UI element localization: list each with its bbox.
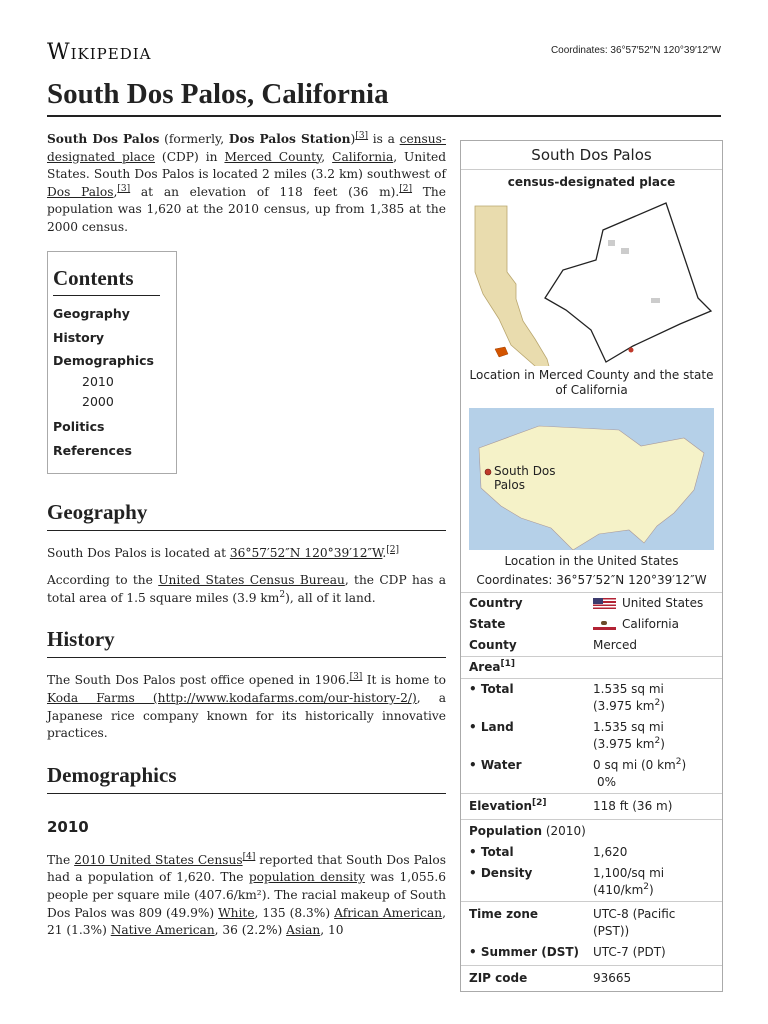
intro-text: , United States. South Dos Palos is located 2 miles (3.2 km) southwest of [47,149,446,182]
row-value: 93665 [593,971,632,985]
us-locator-map[interactable] [469,408,714,550]
link-dst[interactable]: UTC-7 (PDT) [593,945,666,959]
demo-text: reported that South Dos Palos had a population of 1,620. The [47,852,446,885]
row-value [593,659,714,676]
infobox-row-zip [461,965,722,991]
value-line: 1.535 sq mi [593,682,664,696]
geo-text: , the CDP has a total area of 1.5 square miles (3.9 km [47,573,446,605]
value-line: $(410/km^2)$ [593,882,654,897]
superscript: 2 [643,882,650,892]
geo-text: ), all of it land. [285,590,376,605]
page-title: South Dos Palos, California [47,78,721,117]
row-label: • Water [469,758,522,772]
link-merced-county[interactable]: Merced County [224,149,322,164]
toc-heading: Contents [53,266,160,296]
link-koda-farms[interactable]: Koda Farms (http://www.kodafarms.com/our-history-2/) [47,690,417,705]
row-label: ZIP code [469,971,528,985]
link-asian[interactable]: Asian [286,923,321,938]
ref-link[interactable]: [3] [349,672,363,683]
town-area [621,248,629,254]
intro-text: (CDP) in [154,149,225,164]
infobox-row-state [461,614,722,635]
county-map-caption: Location in Merced County and the state of California [469,368,714,397]
row-value: 118 ft (36 m) [593,799,673,813]
row-value [593,719,714,753]
demo-text: , 36 (2.2%) [214,923,287,938]
infobox-coordinates[interactable]: Coordinates: 36°57′52″N 120°39′12″W [476,573,707,587]
merced-county-highlight [495,347,508,357]
demo-text: The [47,852,75,867]
toc-item-geography[interactable]: Geography [53,305,130,321]
infobox-row-country [461,592,722,614]
toc-item-demographics[interactable]: Demographics [53,352,154,368]
link-cdp[interactable]: census-designated place [47,132,447,164]
intro-text: The population was 1,620 at the 2010 census, up from 1,385 at the 2000 census. [47,184,446,234]
value-text: (410/km [593,883,644,897]
link-white[interactable]: White [218,905,255,920]
history-text: The South Dos Palos post office opened in 1906. [47,673,350,688]
article-body [47,131,446,950]
intro-bold-former: Dos Palos Station [228,132,351,146]
row-label: Country [469,596,523,610]
value-line: 0 sq mi (0 $km^2$) [593,757,687,772]
toc-item-references[interactable]: References [53,442,132,458]
infobox-row-population [461,819,722,842]
value-line: (3.975 $km^2$) [593,736,665,751]
link-dos-palos[interactable]: Dos Palos [47,184,114,199]
ref-link[interactable]: [4] [242,851,256,862]
table-of-contents [47,251,177,474]
infobox-row-county [461,635,722,656]
county-locator-map[interactable] [461,194,722,366]
history-text: It is home to [362,673,446,688]
town-area [651,298,660,303]
california-flag-icon [593,619,616,630]
infobox-row-density [461,863,722,901]
link-african-american[interactable]: African American [334,905,443,920]
ref-link[interactable]: [3] [355,130,369,141]
row-label: • Summer (DST) [469,945,580,959]
town-area [608,240,615,246]
row-label: County [469,638,517,652]
us-map-caption: Location in the United States [504,554,679,568]
link-timezone[interactable]: UTC-8 (Pacific (PST)) [593,907,676,938]
wikipedia-logo[interactable]: Wikipedia [47,40,152,65]
link-united-states[interactable]: United States [622,596,704,610]
row-value [593,757,714,791]
geo-text: According to the [47,573,159,588]
county-map-svg [461,194,722,366]
row-value [593,595,714,612]
intro-text: at an elevation of 118 feet (36 m). [130,184,400,199]
superscript: 2 [654,736,661,746]
geography-paragraph-2 [47,572,446,607]
history-paragraph [47,672,446,742]
toc-item-history[interactable]: History [53,329,105,345]
toc-item-2000[interactable]: 2000 [82,393,114,409]
ref-link[interactable]: [2] [386,544,400,555]
value-line: (3.975 $km^2$) [593,698,665,713]
intro-paragraph: South Dos Palos (formerly, Dos Palos Station)[3] is a census-designated place (CDP) in Merced County, California, United States. South Dos Palos is located 2 miles (3.2 km) southwest of Dos Palos,[3] at an elevation of 118 feet (36 m).[2] The population was 1,620 at the 2010 census, up from 1,385 at the 2000 census. [47,130,447,234]
link-population-density[interactable]: population density [248,870,365,885]
infobox-row-area-water [461,755,722,793]
ref-link[interactable]: [2] [532,798,547,808]
demo-text: , 21 (1.3%) [47,905,446,938]
california-shape [475,206,553,366]
intro-bold-name: South Dos Palos [47,132,160,146]
geo-text: South Dos Palos is located at [47,545,230,560]
row-value: 1,620 [593,845,628,859]
infobox-row-elevation [461,793,722,819]
geography-heading: Geography [47,500,446,531]
history-text: , a Japanese rice company known for its historically innovative practices. [47,690,446,741]
value-line: 1.535 sq mi [593,720,664,734]
value-line: 0% [597,775,617,789]
infobox-row-area-total [461,678,722,717]
subheading-2010: 2010 [47,817,89,836]
infobox-title: South Dos Palos [461,141,722,170]
row-label [469,659,593,676]
area-label: Area [469,660,501,674]
link-2010-census[interactable]: 2010 United States Census [74,852,243,867]
toc-item-2010[interactable]: 2010 [82,373,114,389]
row-value [593,616,714,633]
row-label [469,823,714,840]
superscript: 2 [279,589,286,600]
superscript: 2 [675,757,682,767]
demo-text: , 135 (8.3%) [254,905,335,920]
row-value [593,865,714,899]
us-map-label: South Dos Palos [494,464,556,492]
link-california-state[interactable]: California [622,617,679,631]
population-year: (2010) [545,824,586,838]
header-coordinates[interactable]: Coordinates: 36°57′52″N 120°39′12″W [550,45,721,56]
demographics-heading: Demographics [47,763,446,794]
infobox-row-timezone [461,901,722,942]
infobox-row-pop-total [461,842,722,863]
value-text: (3.975 km [593,737,655,751]
ref-link[interactable]: [3] [117,183,131,194]
ref-link[interactable]: [1] [500,659,515,669]
link-native-american[interactable]: Native American [110,923,215,938]
intro-text: (formerly, [159,132,229,146]
row-label: • Density [469,866,533,880]
row-label: • Total [469,682,514,696]
infobox-row-area-land [461,717,722,755]
toc-item-politics[interactable]: Politics [53,418,105,434]
history-heading: History [47,627,446,658]
row-label: • Land [469,720,514,734]
demo-text: was 1,055.6 people per square mile (407.6/km²). The racial makeup of South Dos Palos was 809 (49.9%) [47,870,446,920]
row-value [593,681,714,715]
superscript: 2 [654,698,661,708]
value-text: 0 sq mi (0 km [593,758,676,772]
geography-paragraph-1 [47,545,446,563]
value-text: (3.975 km [593,699,655,713]
geo-text: . [382,545,387,560]
row-label: Time zone [469,907,539,921]
demo-text: , 10 [320,923,344,938]
ref-link[interactable]: [2] [399,183,413,194]
row-label: • Total [469,845,514,859]
infobox-subtitle: census-designated place [507,175,676,189]
intro-text: , [321,149,333,164]
intro-text: is a [368,132,400,146]
link-census-bureau[interactable]: United States Census Bureau [158,573,345,588]
town-marker [629,348,634,353]
demographics-paragraph [47,852,446,940]
link-california[interactable]: California [332,149,394,164]
cdp-outline [545,203,711,362]
value-line: 1,100/sq mi [593,866,665,880]
link-merced[interactable]: Merced [593,638,638,652]
infobox [460,140,723,992]
population-label: Population [469,824,543,838]
row-label: State [469,617,506,631]
elevation-label: Elevation [469,799,533,813]
infobox-row-dst [461,942,722,965]
infobox-row-area [461,656,722,678]
row-label [469,798,593,815]
us-flag-icon [593,598,616,609]
link-coordinates[interactable]: 36°57′52″N 120°39′12″W [229,545,383,560]
location-marker [485,469,491,475]
